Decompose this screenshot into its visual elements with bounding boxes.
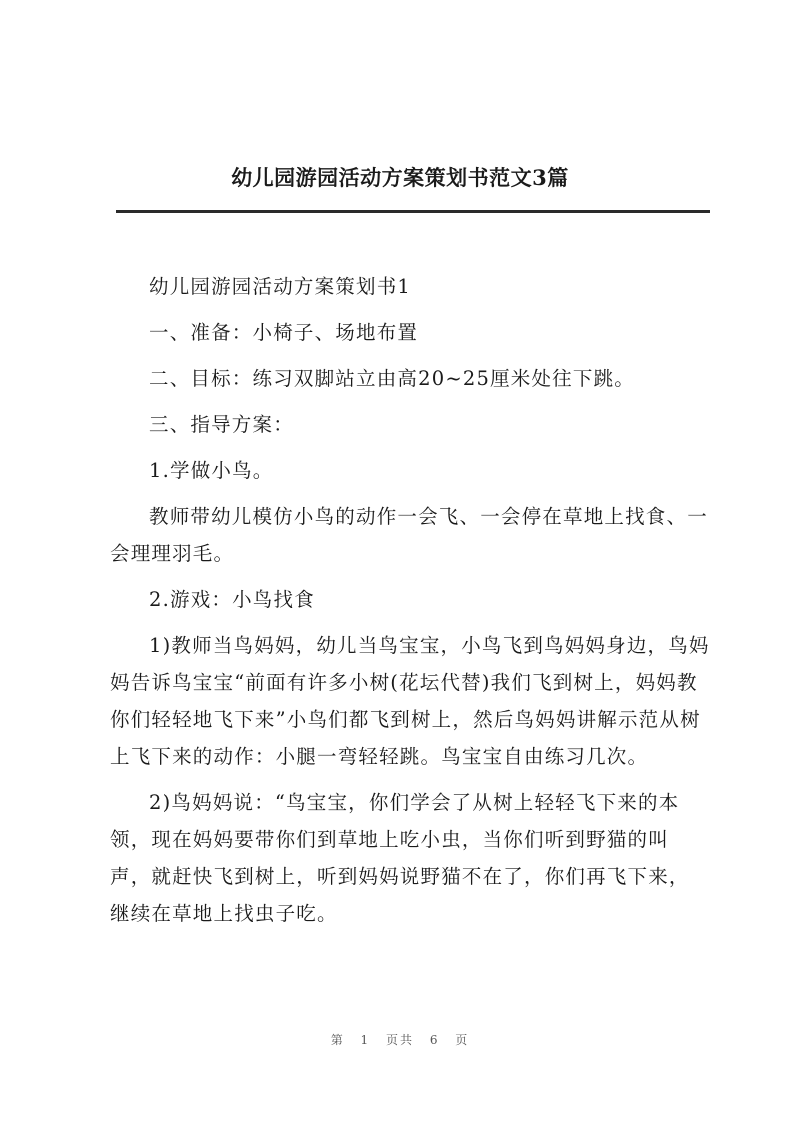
page-title: 幼儿园游园活动方案策划书范文3篇 (231, 165, 569, 190)
paragraph-guidance-heading: 三、指导方案： (149, 413, 294, 436)
paragraph-game-part-2: 2)鸟妈妈说：“鸟宝宝，你们学会了从树上轻轻飞下来的本领，现在妈妈要带你们到草地上吃小虫，当你们听到野猫的叫声，就赶快飞到树上，听到妈妈说野猫不在了，你们再飞下来，继续在草地上找虫子吃。 (110, 791, 690, 925)
document-body (110, 268, 710, 941)
section-heading: 幼儿园游园活动方案策划书1 (149, 275, 412, 298)
title-divider (116, 210, 710, 213)
paragraph-step-1-detail: 教师带幼儿模仿小鸟的动作一会飞、一会停在草地上找食、一会理理羽毛。 (110, 505, 708, 565)
paragraph-step-2: 2.游戏：小鸟找食 (149, 588, 315, 611)
paragraph-game-part-1: 1)教师当鸟妈妈，幼儿当鸟宝宝，小鸟飞到鸟妈妈身边，鸟妈妈告诉鸟宝宝“前面有许多小树(花坛代替)我们飞到树上，妈妈教你们轻轻地飞下来”小鸟们都飞到树上，然后鸟妈妈讲解示范从树上飞下来的动作：小腿一弯轻轻跳。鸟宝宝自由练习几次。 (110, 634, 710, 768)
page-footer: 第 1 页共 6 页 (330, 1033, 470, 1047)
paragraph-step-1: 1.学做小鸟。 (149, 459, 274, 482)
paragraph-preparation: 一、准备：小椅子、场地布置 (149, 321, 419, 344)
paragraph-goal: 二、目标：练习双脚站立由高20~25厘米处往下跳。 (149, 367, 635, 390)
